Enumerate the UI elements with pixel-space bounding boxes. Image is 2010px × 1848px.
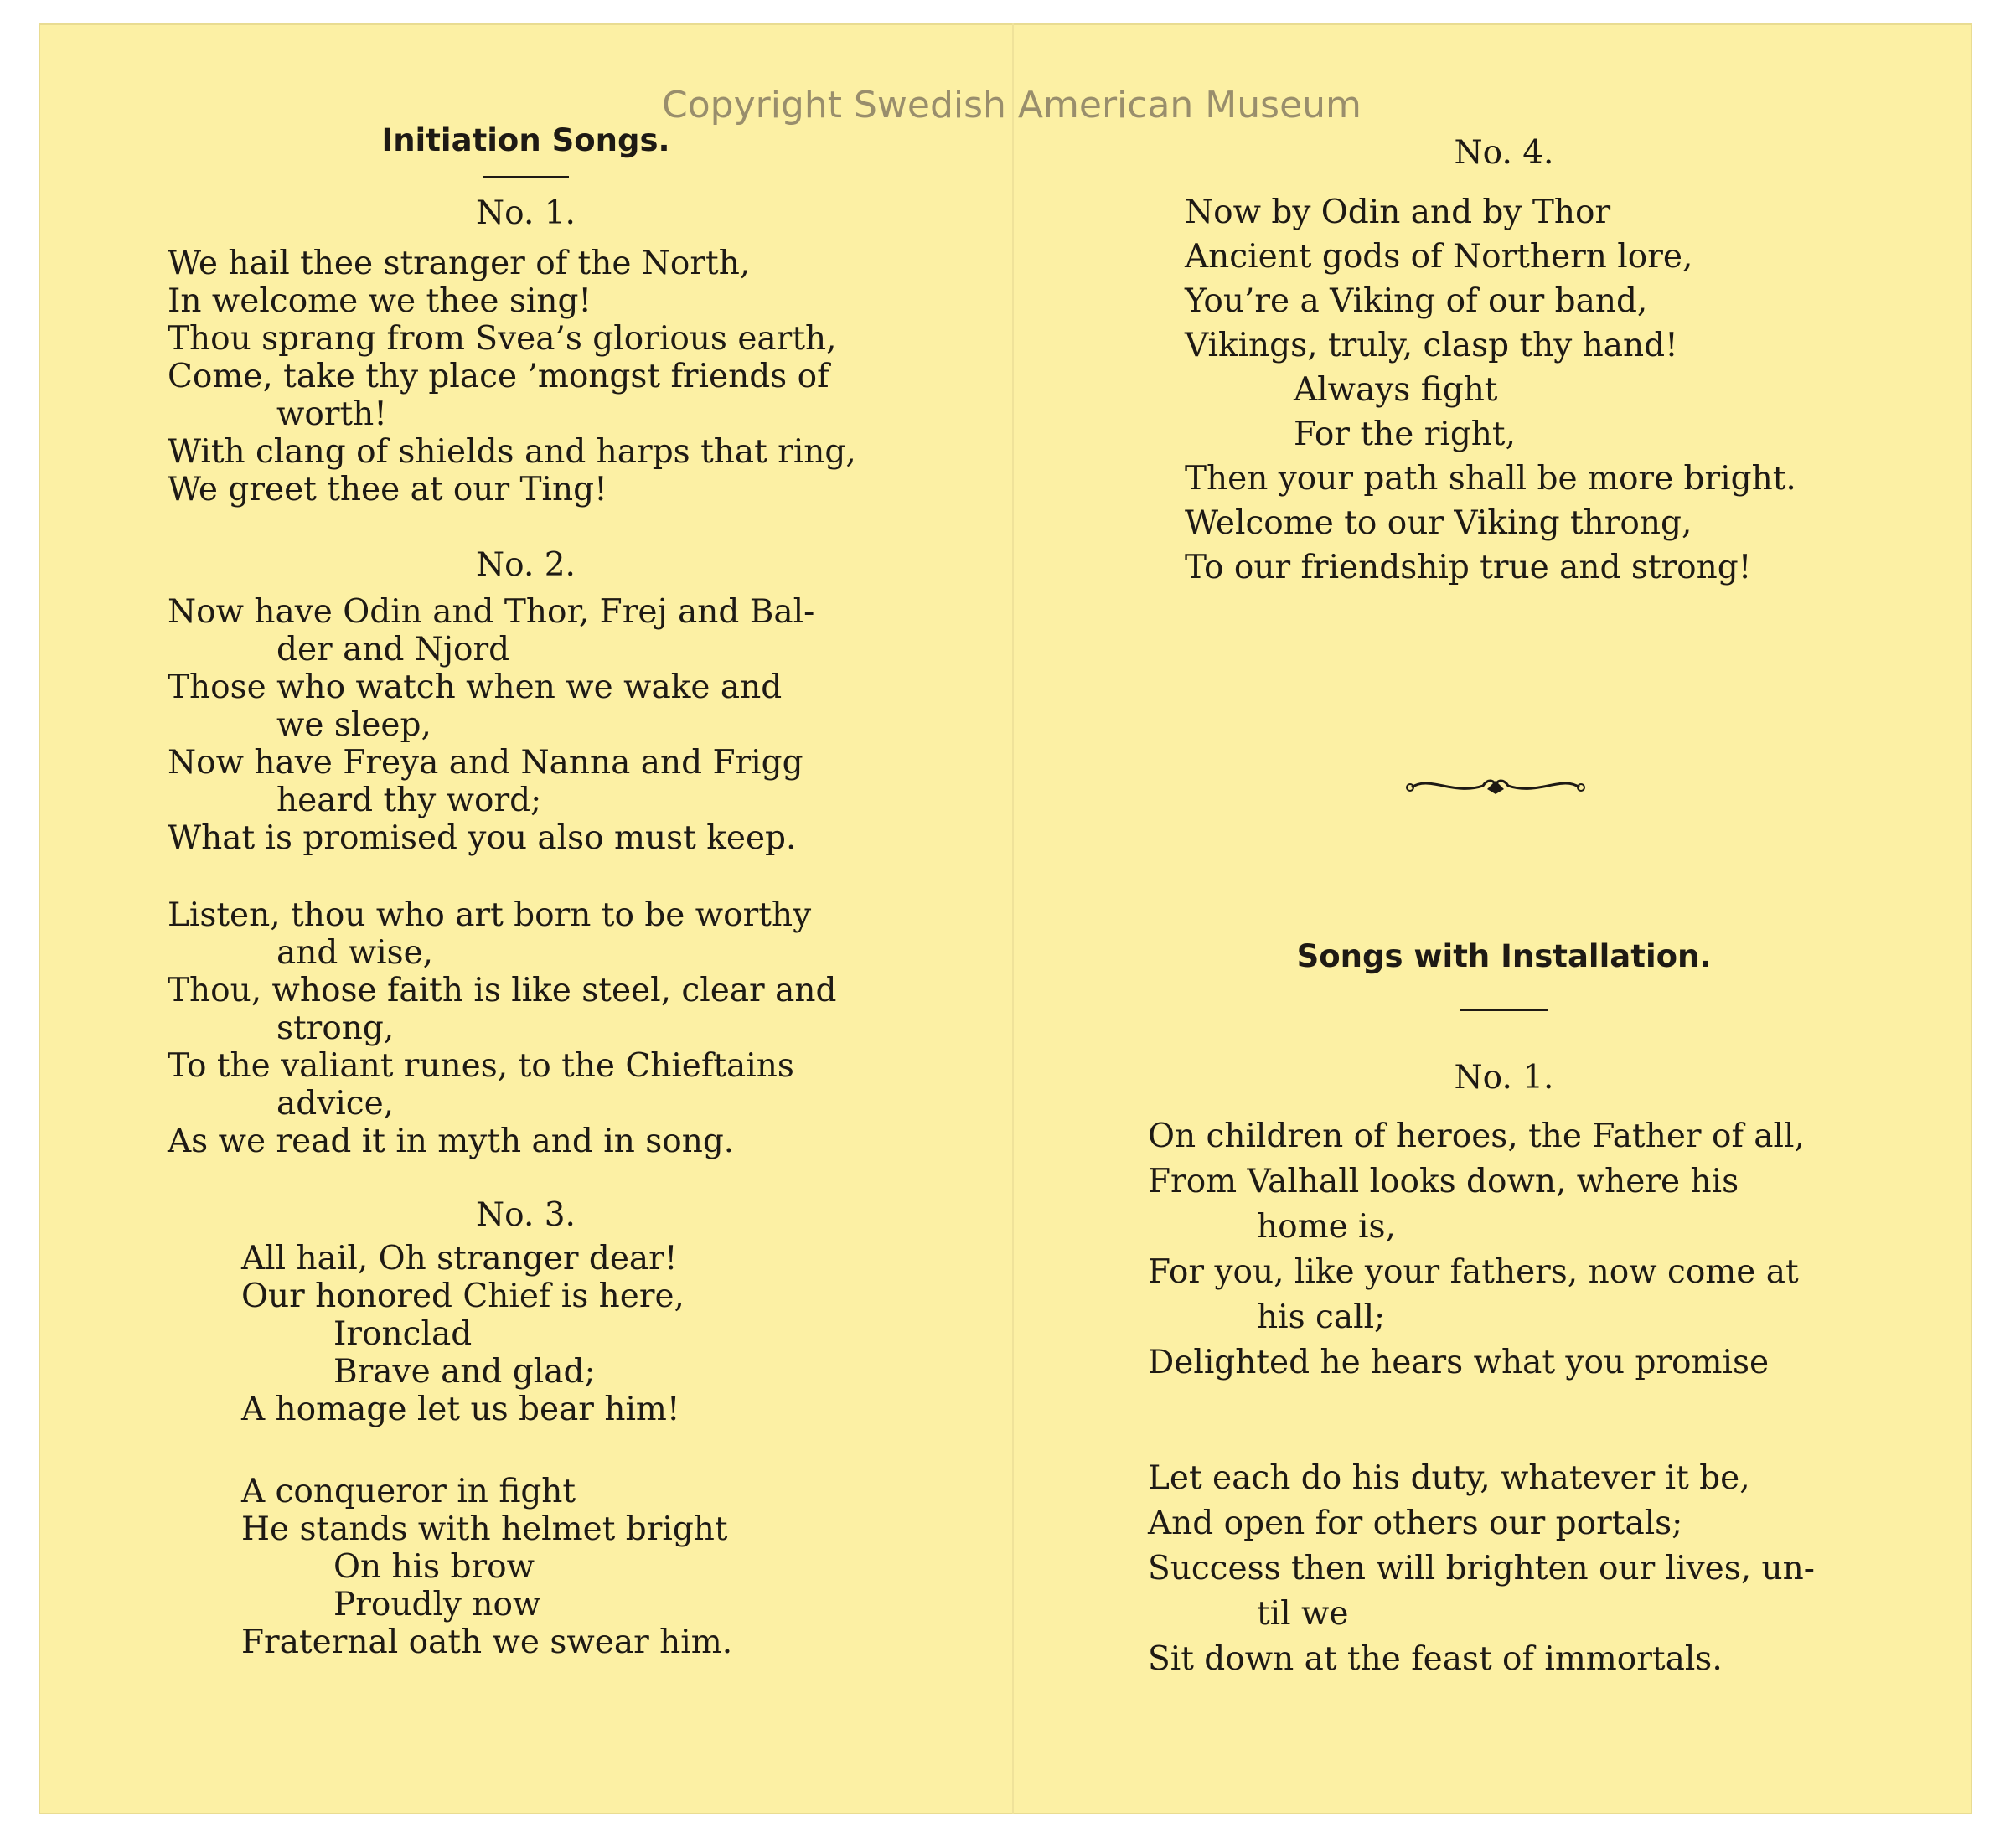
lyric-line: home is,: [1257, 1208, 1396, 1246]
song-3-verse-1: [241, 1240, 878, 1428]
lyric-line: You’re a Viking of our band,: [1185, 282, 1648, 320]
section-heading-installation: Songs with Installation.: [1296, 938, 1712, 974]
lyric-line: He stands with helmet bright: [241, 1510, 728, 1548]
song-3-verse-2: [241, 1473, 878, 1661]
center-fold: [1012, 23, 1014, 1814]
installation-song-verse-1: [1148, 1114, 1868, 1386]
lyric-line: Ironclad: [333, 1315, 473, 1353]
song-number: No. 1.: [476, 194, 576, 232]
song-1-verse: [168, 245, 884, 508]
heading-rule: [483, 176, 569, 178]
lyric-line: worth!: [276, 395, 387, 433]
lyric-line: We hail thee stranger of the North,: [168, 245, 751, 282]
lyric-line: Now have Freya and Nanna and Frigg: [168, 744, 803, 782]
heading-rule: [1460, 1009, 1548, 1011]
lyric-line: As we read it in myth and in song.: [168, 1123, 735, 1160]
lyric-line: Ancient gods of Northern lore,: [1185, 238, 1693, 276]
watermark: Copyright Swedish American Museum: [662, 84, 1362, 126]
lyric-line: In welcome we thee sing!: [168, 282, 592, 320]
lyric-line: his call;: [1257, 1298, 1386, 1336]
lyric-line: heard thy word;: [276, 782, 542, 819]
lyric-line: Success then will brighten our lives, un-: [1148, 1550, 1815, 1587]
lyric-line: Thou sprang from Svea’s glorious earth,: [168, 320, 837, 358]
lyric-line: For you, like your fathers, now come at: [1148, 1253, 1799, 1291]
lyric-line: And open for others our portals;: [1148, 1505, 1683, 1542]
lyric-line: til we: [1257, 1595, 1349, 1633]
lyric-line: All hail, Oh stranger dear!: [241, 1240, 678, 1278]
lyric-line: Delighted he hears what you promise: [1148, 1344, 1770, 1381]
lyric-line: Now by Odin and by Thor: [1185, 194, 1611, 231]
lyric-line: Our honored Chief is here,: [241, 1278, 685, 1315]
lyric-line: der and Njord: [276, 631, 510, 668]
lyric-line: To the valiant runes, to the Chieftains: [168, 1047, 794, 1085]
section-heading-initiation: Initiation Songs.: [381, 122, 670, 158]
lyric-line: With clang of shields and harps that ring,: [168, 433, 856, 471]
lyric-line: Welcome to our Viking throng,: [1185, 504, 1692, 542]
song-number: No. 1.: [1454, 1059, 1554, 1097]
lyric-line: strong,: [276, 1009, 395, 1047]
lyric-line: A homage let us bear him!: [241, 1391, 680, 1428]
flourish-ornament-icon: [1403, 771, 1588, 804]
lyric-line: Always fight: [1294, 371, 1498, 409]
lyric-line: Fraternal oath we swear him.: [241, 1623, 733, 1661]
installation-song-verse-2: [1148, 1456, 1868, 1682]
lyric-line: Listen, thou who art born to be worthy: [168, 896, 812, 934]
lyric-line: Let each do his duty, whatever it be,: [1148, 1459, 1750, 1497]
lyric-line: For the right,: [1294, 416, 1516, 453]
lyric-line: We greet thee at our Ting!: [168, 471, 607, 508]
lyric-line: On children of heroes, the Father of all,: [1148, 1118, 1805, 1155]
lyric-line: Sit down at the feast of immortals.: [1148, 1640, 1723, 1678]
lyric-line: Then your path shall be more bright.: [1185, 460, 1796, 498]
lyric-line: Brave and glad;: [333, 1353, 596, 1391]
lyric-line: On his brow: [333, 1548, 535, 1586]
lyric-line: Proudly now: [333, 1586, 541, 1623]
lyric-line: To our friendship true and strong!: [1185, 549, 1752, 586]
song-2-verse-2: [168, 896, 884, 1160]
lyric-line: From Valhall looks down, where his: [1148, 1163, 1739, 1200]
lyric-line: Those who watch when we wake and: [168, 668, 783, 706]
lyric-line: Come, take thy place ’mongst friends of: [168, 358, 829, 395]
lyric-line: we sleep,: [276, 706, 431, 744]
song-number: No. 4.: [1454, 134, 1554, 172]
lyric-line: Thou, whose faith is like steel, clear and: [168, 972, 837, 1009]
song-4-verse: [1185, 190, 1872, 590]
song-2-verse-1: [168, 593, 884, 857]
lyric-line: and wise,: [276, 934, 434, 972]
song-number: No. 3.: [476, 1196, 576, 1234]
lyric-line: Vikings, truly, clasp thy hand!: [1185, 327, 1678, 364]
lyric-line: A conqueror in fight: [241, 1473, 576, 1510]
lyric-line: What is promised you also must keep.: [168, 819, 797, 857]
lyric-line: Now have Odin and Thor, Frej and Bal-: [168, 593, 815, 631]
lyric-line: advice,: [276, 1085, 395, 1123]
song-number: No. 2.: [476, 546, 576, 584]
